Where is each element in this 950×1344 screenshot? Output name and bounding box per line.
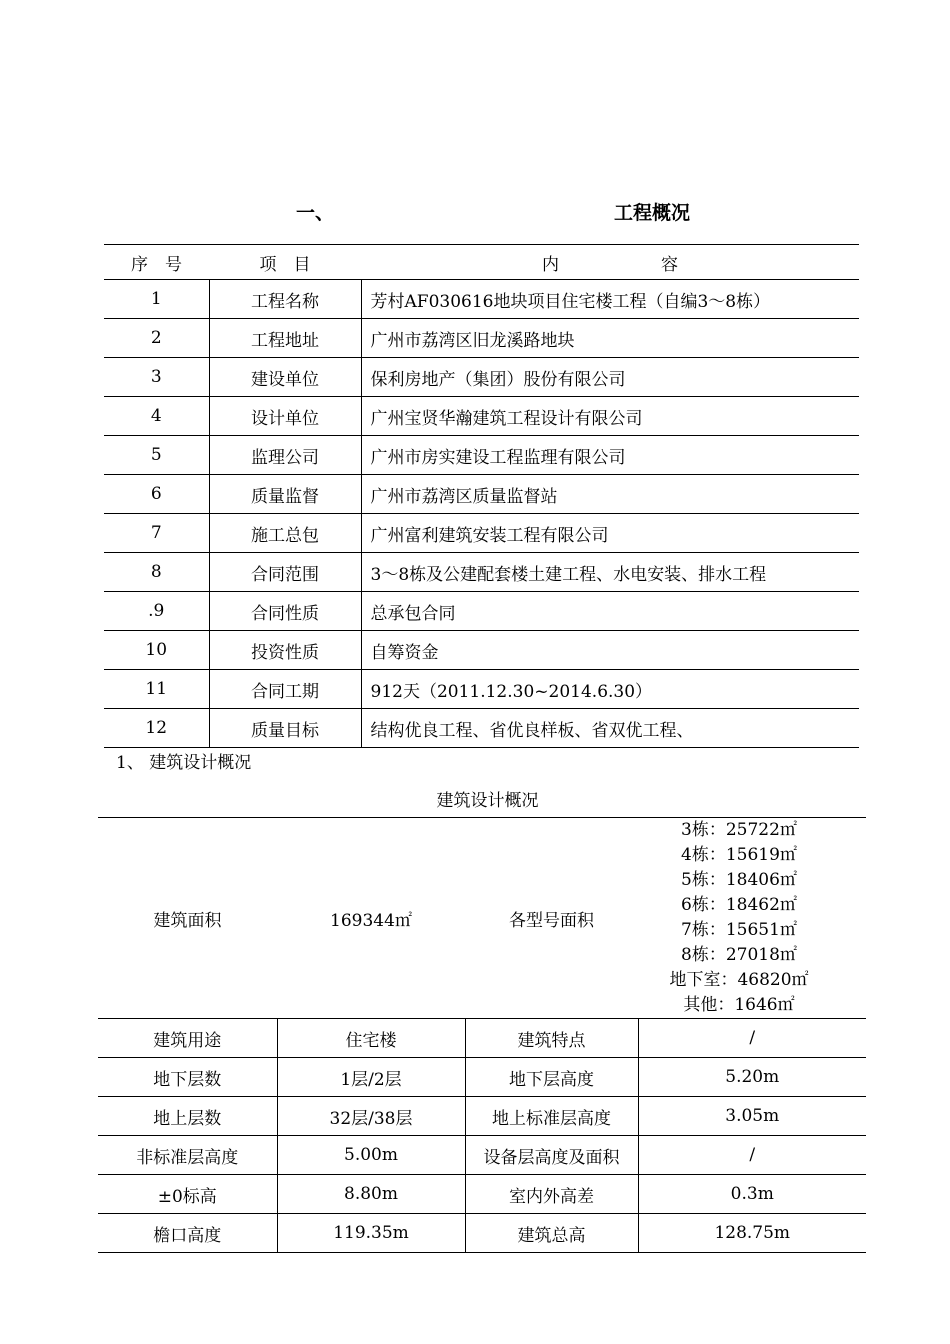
row-content: 保利房地产（集团）股份有限公司 <box>361 358 859 397</box>
list-item: 5栋：18406㎡ <box>681 870 797 890</box>
header-no: 序 号 <box>104 245 209 280</box>
row-no: 11 <box>104 670 209 709</box>
row-no: .9 <box>104 592 209 631</box>
table-row <box>98 1058 866 1097</box>
area-label: 建筑面积 <box>98 818 277 1019</box>
row-label: 建筑总高 <box>465 1214 638 1253</box>
row-value: 住宅楼 <box>277 1019 465 1058</box>
table-row <box>98 1097 866 1136</box>
table-row <box>98 1175 866 1214</box>
row-content: 广州市荔湾区质量监督站 <box>361 475 859 514</box>
row-label: 建筑特点 <box>465 1019 638 1058</box>
row-no: 2 <box>104 319 209 358</box>
row-value: 0.3m <box>638 1175 866 1214</box>
area-row <box>98 818 866 1019</box>
table-row <box>104 475 859 514</box>
row-label: 地下层高度 <box>465 1058 638 1097</box>
list-item: 4栋：15619㎡ <box>681 845 797 865</box>
area-value: 169344㎡ <box>277 818 465 1019</box>
table-row <box>98 1214 866 1253</box>
section-title: 1、 建筑设计概况 <box>116 753 252 773</box>
row-item: 合同工期 <box>209 670 361 709</box>
row-value: 3.05m <box>638 1097 866 1136</box>
row-content: 自筹资金 <box>361 631 859 670</box>
row-item: 质量监督 <box>209 475 361 514</box>
row-value: 128.75m <box>638 1214 866 1253</box>
list-item: 其他：1646㎡ <box>683 995 795 1015</box>
list-item: 3栋：25722㎡ <box>681 820 797 840</box>
table-row <box>104 436 859 475</box>
table-row <box>104 397 859 436</box>
heading-number: 一、 <box>296 202 335 224</box>
row-item: 设计单位 <box>209 397 361 436</box>
row-value: 32层/38层 <box>277 1097 465 1136</box>
row-item: 质量目标 <box>209 709 361 748</box>
row-no: 12 <box>104 709 209 748</box>
table-row <box>104 670 859 709</box>
row-content: 广州市房实建设工程监理有限公司 <box>361 436 859 475</box>
row-content: 广州市荔湾区旧龙溪路地块 <box>361 319 859 358</box>
row-no: 7 <box>104 514 209 553</box>
table-row <box>104 514 859 553</box>
row-value: 5.20m <box>638 1058 866 1097</box>
row-label: 建筑用途 <box>98 1019 277 1058</box>
row-label: 非标准层高度 <box>98 1136 277 1175</box>
row-no: 6 <box>104 475 209 514</box>
row-label: ±0标高 <box>98 1175 277 1214</box>
row-item: 施工总包 <box>209 514 361 553</box>
row-item: 工程地址 <box>209 319 361 358</box>
table-row <box>104 358 859 397</box>
row-value: / <box>638 1136 866 1175</box>
header-item: 项 目 <box>209 245 361 280</box>
row-label: 地上标准层高度 <box>465 1097 638 1136</box>
list-item: 地下室：46820㎡ <box>669 970 809 990</box>
row-content: 广州富利建筑安装工程有限公司 <box>361 514 859 553</box>
row-item: 建设单位 <box>209 358 361 397</box>
header-content: 内 容 <box>361 245 859 280</box>
table-row <box>104 280 859 319</box>
table-row <box>104 631 859 670</box>
row-content: 结构优良工程、省优良样板、省双优工程、 <box>361 709 859 748</box>
row-content: 芳村AF030616地块项目住宅楼工程（自编3～8栋） <box>361 280 859 319</box>
row-item: 投资性质 <box>209 631 361 670</box>
row-value: 5.00m <box>277 1136 465 1175</box>
table-row <box>104 709 859 748</box>
row-value: 8.80m <box>277 1175 465 1214</box>
row-no: 4 <box>104 397 209 436</box>
project-overview-table <box>104 244 859 748</box>
row-item: 工程名称 <box>209 280 361 319</box>
row-label: 设备层高度及面积 <box>465 1136 638 1175</box>
section-heading <box>0 198 950 228</box>
table-caption: 建筑设计概况 <box>436 791 539 811</box>
row-item: 合同性质 <box>209 592 361 631</box>
row-no: 1 <box>104 280 209 319</box>
table-header-row <box>104 245 859 280</box>
row-label: 地下层数 <box>98 1058 277 1097</box>
table-row <box>98 1136 866 1175</box>
design-overview-table <box>98 817 866 1253</box>
table-row <box>104 553 859 592</box>
table-row <box>104 319 859 358</box>
row-no: 3 <box>104 358 209 397</box>
list-item: 6栋：18462㎡ <box>681 895 797 915</box>
row-label: 室内外高差 <box>465 1175 638 1214</box>
row-content: 广州宝贤华瀚建筑工程设计有限公司 <box>361 397 859 436</box>
row-content: 912天（2011.12.30~2014.6.30） <box>361 670 859 709</box>
row-no: 5 <box>104 436 209 475</box>
row-content: 3～8栋及公建配套楼土建工程、水电安装、排水工程 <box>361 553 859 592</box>
row-item: 合同范围 <box>209 553 361 592</box>
row-value: / <box>638 1019 866 1058</box>
table-row <box>104 592 859 631</box>
type-area-list <box>638 818 866 1019</box>
row-label: 地上层数 <box>98 1097 277 1136</box>
row-no: 8 <box>104 553 209 592</box>
heading-title: 工程概况 <box>614 202 691 224</box>
row-value: 119.35m <box>277 1214 465 1253</box>
row-value: 1层/2层 <box>277 1058 465 1097</box>
row-no: 10 <box>104 631 209 670</box>
list-item: 7栋：15651㎡ <box>681 920 797 940</box>
row-label: 檐口高度 <box>98 1214 277 1253</box>
row-item: 监理公司 <box>209 436 361 475</box>
table-row <box>98 1019 866 1058</box>
type-area-label: 各型号面积 <box>465 818 638 1019</box>
row-content: 总承包合同 <box>361 592 859 631</box>
list-item: 8栋：27018㎡ <box>681 945 797 965</box>
